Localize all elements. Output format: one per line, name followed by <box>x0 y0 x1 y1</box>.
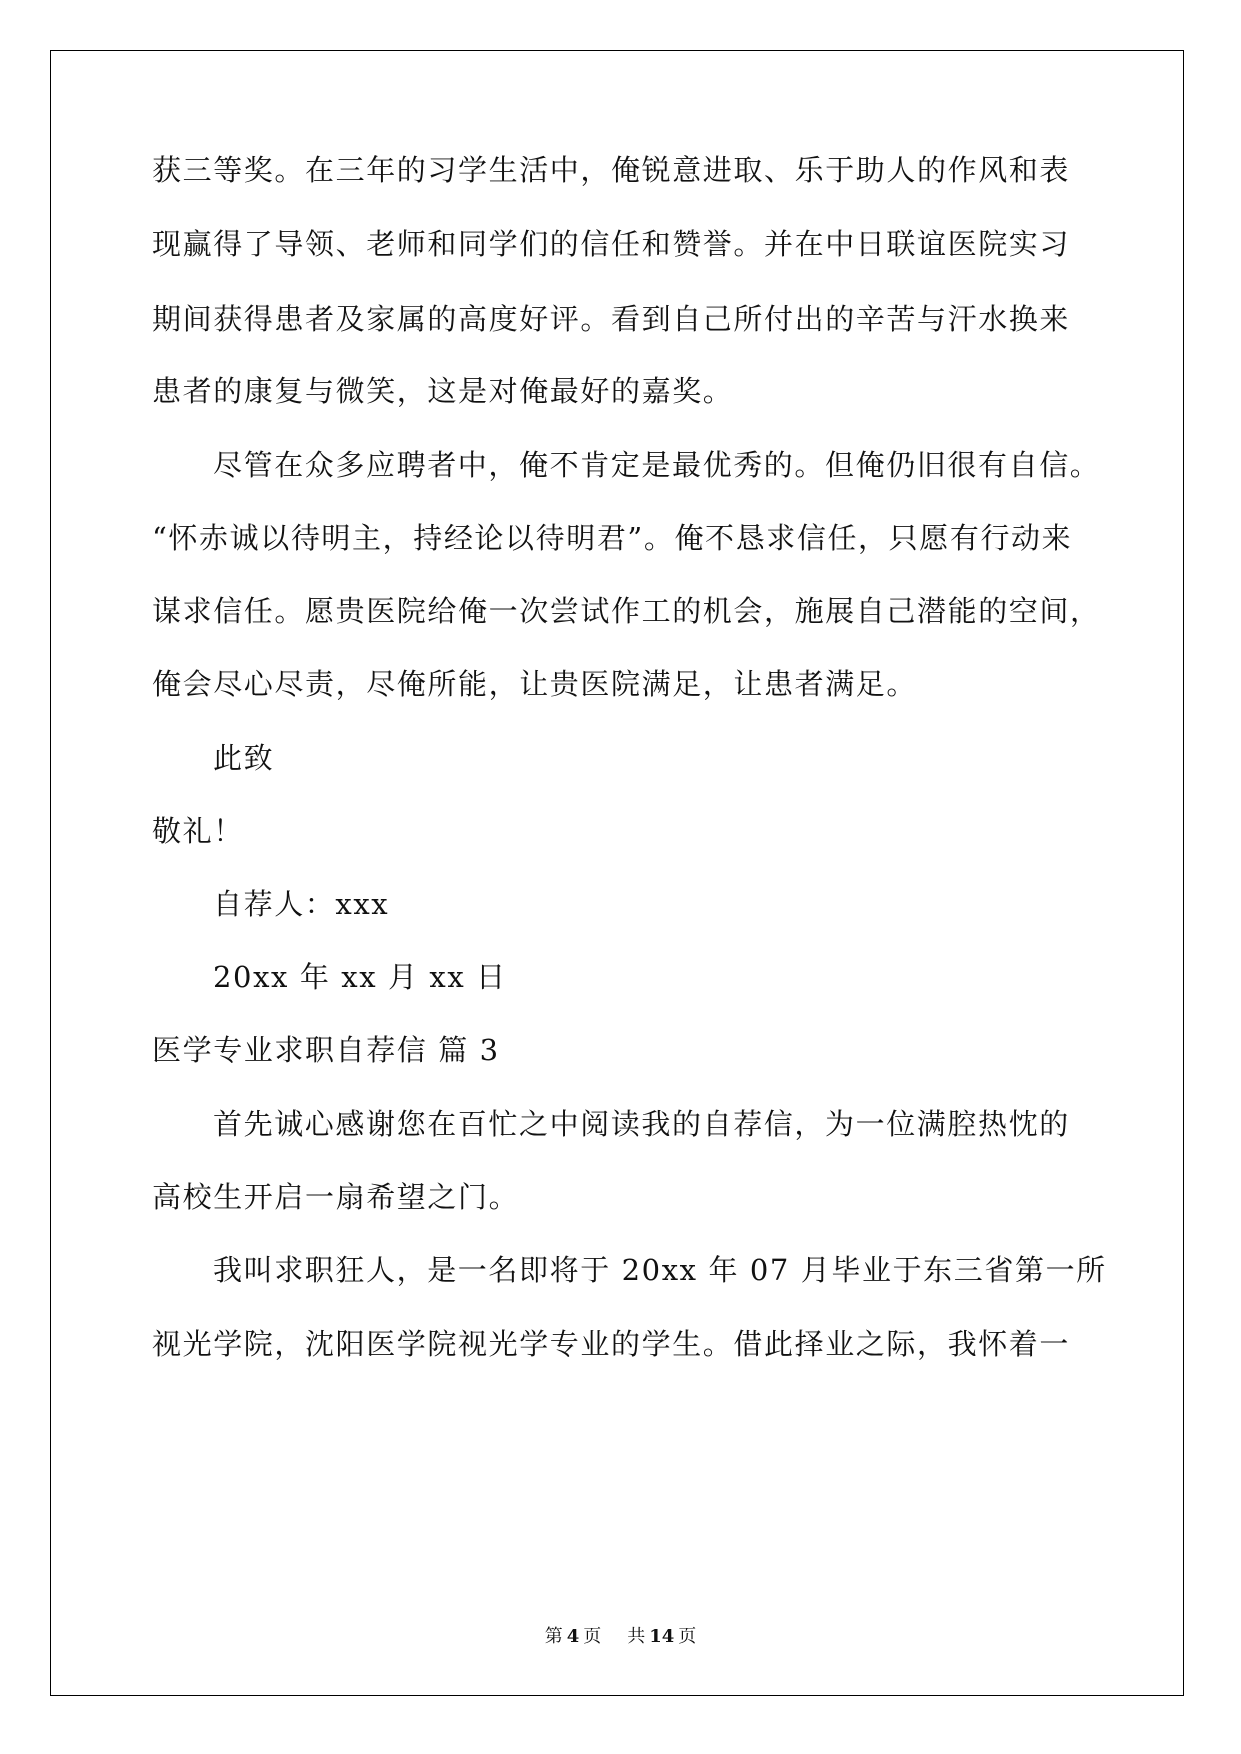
closing-respect: 敬礼！ <box>152 814 244 848</box>
text-line: 高校生开启一扇希望之门。 <box>152 1180 520 1214</box>
text-line: 现赢得了导领、老师和同学们的信任和赞誉。并在中日联谊医院实习 <box>152 227 1071 261</box>
text-line: 视光学院，沈阳医学院视光学专业的学生。借此择业之际，我怀着一 <box>152 1327 1071 1361</box>
text-line: 我叫求职狂人，是一名即将于 20xx 年 07 月毕业于东三省第一所 <box>213 1253 1107 1287</box>
section-heading: 医学专业求职自荐信 篇 3 <box>152 1033 500 1067</box>
text-line: “怀赤诚以待明主，持经论以待明君”。俺不恳求信任，只愿有行动来 <box>152 521 1073 555</box>
text-line: 患者的康复与微笑，这是对俺最好的嘉奖。 <box>152 374 734 408</box>
text-line: 首先诚心感谢您在百忙之中阅读我的自荐信，为一位满腔热忱的 <box>213 1107 1070 1141</box>
closing-salutation: 此致 <box>213 741 275 775</box>
total-pages: 14 <box>649 1626 675 1647</box>
total-prefix: 共 <box>627 1626 646 1647</box>
page-prefix: 第 <box>544 1626 563 1647</box>
date-line: 20xx 年 xx 月 xx 日 <box>213 960 507 994</box>
total-suffix: 页 <box>678 1626 697 1647</box>
page-footer <box>0 1622 1241 1648</box>
text-line: 期间获得患者及家属的高度好评。看到自己所付出的辛苦与汗水换来 <box>152 302 1071 336</box>
text-line: 俺会尽心尽责，尽俺所能，让贵医院满足，让患者满足。 <box>152 667 918 701</box>
page-border <box>50 50 1184 1696</box>
text-line: 尽管在众多应聘者中，俺不肯定是最优秀的。但俺仍旧很有自信。 <box>213 448 1101 482</box>
page-number: 4 <box>566 1626 580 1647</box>
signature-line: 自荐人：xxx <box>213 887 390 921</box>
text-line: 谋求信任。愿贵医院给俺一次尝试作工的机会，施展自己潜能的空间， <box>152 594 1101 628</box>
page-suffix: 页 <box>583 1626 602 1647</box>
text-line: 获三等奖。在三年的习学生活中，俺锐意进取、乐于助人的作风和表 <box>152 153 1071 187</box>
